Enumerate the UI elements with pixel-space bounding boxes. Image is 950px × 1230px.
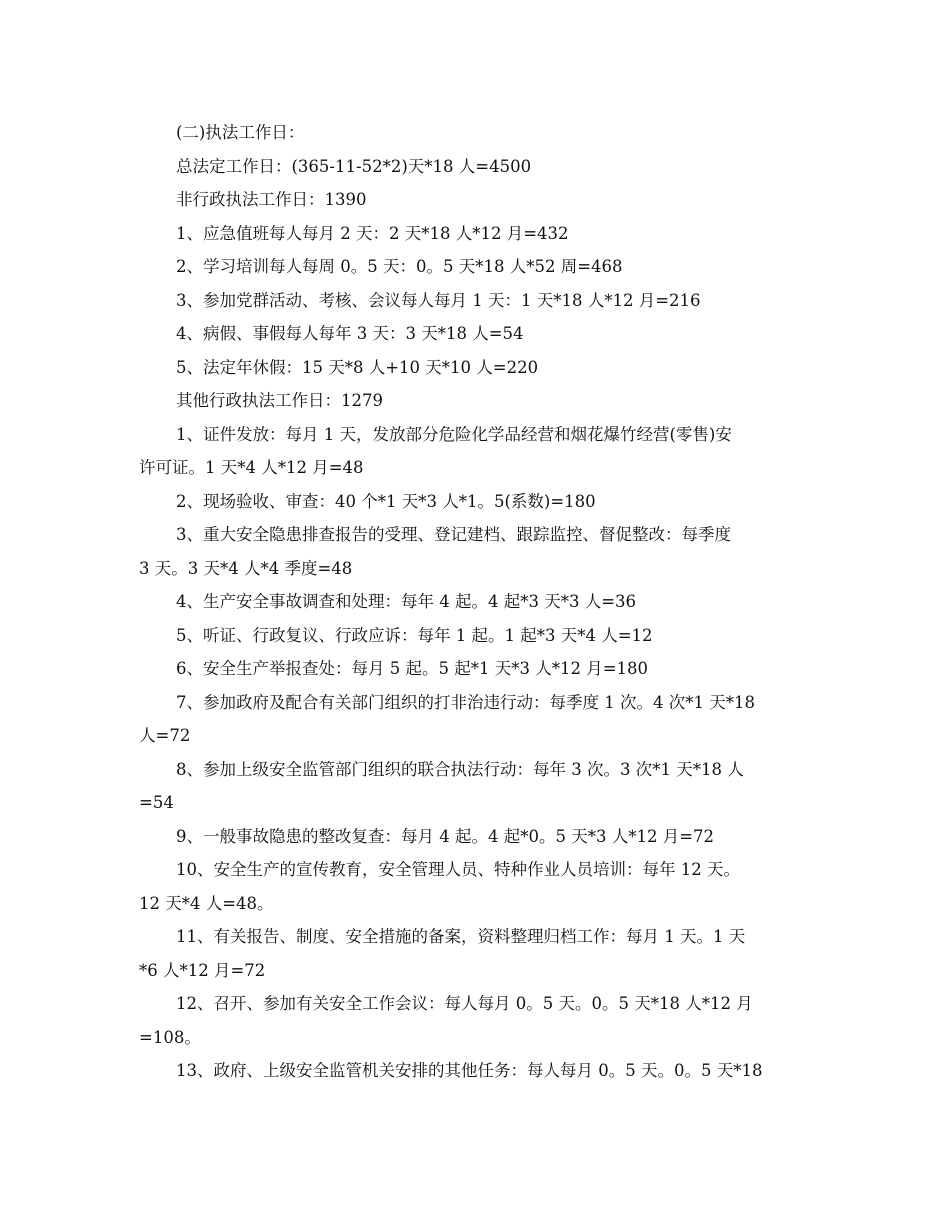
list-item: 12、召开、参加有关安全工作会议：每人每月 0。5 天。0。5 天*18 人*12 月 — [176, 994, 753, 1013]
list-item-continuation: 人=72 — [139, 726, 191, 745]
list-item: 2、学习培训每人每周 0。5 天：0。5 天*18 人*52 周=468 — [176, 257, 623, 276]
list-item: 4、生产安全事故调查和处理：每年 4 起。4 起*3 天*3 人=36 — [176, 592, 637, 611]
list-item: 6、安全生产举报查处：每月 5 起。5 起*1 天*3 人*12 月=180 — [176, 659, 649, 678]
list-item-continuation: =54 — [139, 793, 174, 812]
list-item: 11、有关报告、制度、安全措施的备案，资料整理归档工作：每月 1 天。1 天 — [176, 927, 746, 946]
list-item: 4、病假、事假每人每年 3 天：3 天*18 人=54 — [176, 324, 524, 343]
list-item: 5、听证、行政复议、行政应诉：每年 1 起。1 起*3 天*4 人=12 — [176, 625, 653, 645]
list-item: 10、安全生产的宣传教育，安全管理人员、特种作业人员培训：每年 12 天。 — [176, 860, 740, 879]
list-item-continuation: 许可证。1 天*4 人*12 月=48 — [139, 458, 364, 477]
list-item: 7、参加政府及配合有关部门组织的打非治违行动：每季度 1 次。4 次*1 天*18 — [176, 692, 755, 712]
list-item: 3、重大安全隐患排查报告的受理、登记建档、跟踪监控、督促整改：每季度 — [176, 525, 731, 544]
list-item: 3、参加党群活动、考核、会议每人每月 1 天：1 天*18 人*12 月=216 — [176, 290, 701, 310]
list-item-continuation: 12 天*4 人=48。 — [139, 893, 274, 913]
paragraph-line: 非行政执法工作日：1390 — [176, 190, 367, 209]
paragraph-line: 其他行政执法工作日：1279 — [176, 391, 383, 410]
list-item: 9、一般事故隐患的整改复查：每月 4 起。4 起*0。5 天*3 人*12 月=72 — [176, 826, 715, 846]
list-item: 8、参加上级安全监管部门组织的联合执法行动：每年 3 次。3 次*1 天*18 人 — [176, 759, 744, 779]
list-item: 1、证件发放：每月 1 天，发放部分危险化学品经营和烟花爆竹经营(零售)安 — [176, 424, 732, 444]
list-item-continuation: *6 人*12 月=72 — [139, 960, 266, 980]
paragraph-line: 总法定工作日：(365-11-52*2)天*18 人=4500 — [176, 156, 532, 176]
list-item: 5、法定年休假：15 天*8 人+10 天*10 人=220 — [176, 357, 539, 377]
list-item: 1、应急值班每人每月 2 天：2 天*18 人*12 月=432 — [176, 223, 569, 243]
list-item: 13、政府、上级安全监管机关安排的其他任务：每人每月 0。5 天。0。5 天*18 — [176, 1061, 763, 1080]
section-heading: (二)执法工作日： — [176, 123, 305, 142]
list-item-continuation: =108。 — [139, 1027, 201, 1047]
list-item: 2、现场验收、审查：40 个*1 天*3 人*1。5(系数)=180 — [176, 491, 596, 511]
list-item-continuation: 3 天。3 天*4 人*4 季度=48 — [139, 558, 353, 578]
document-body — [139, 116, 819, 1088]
